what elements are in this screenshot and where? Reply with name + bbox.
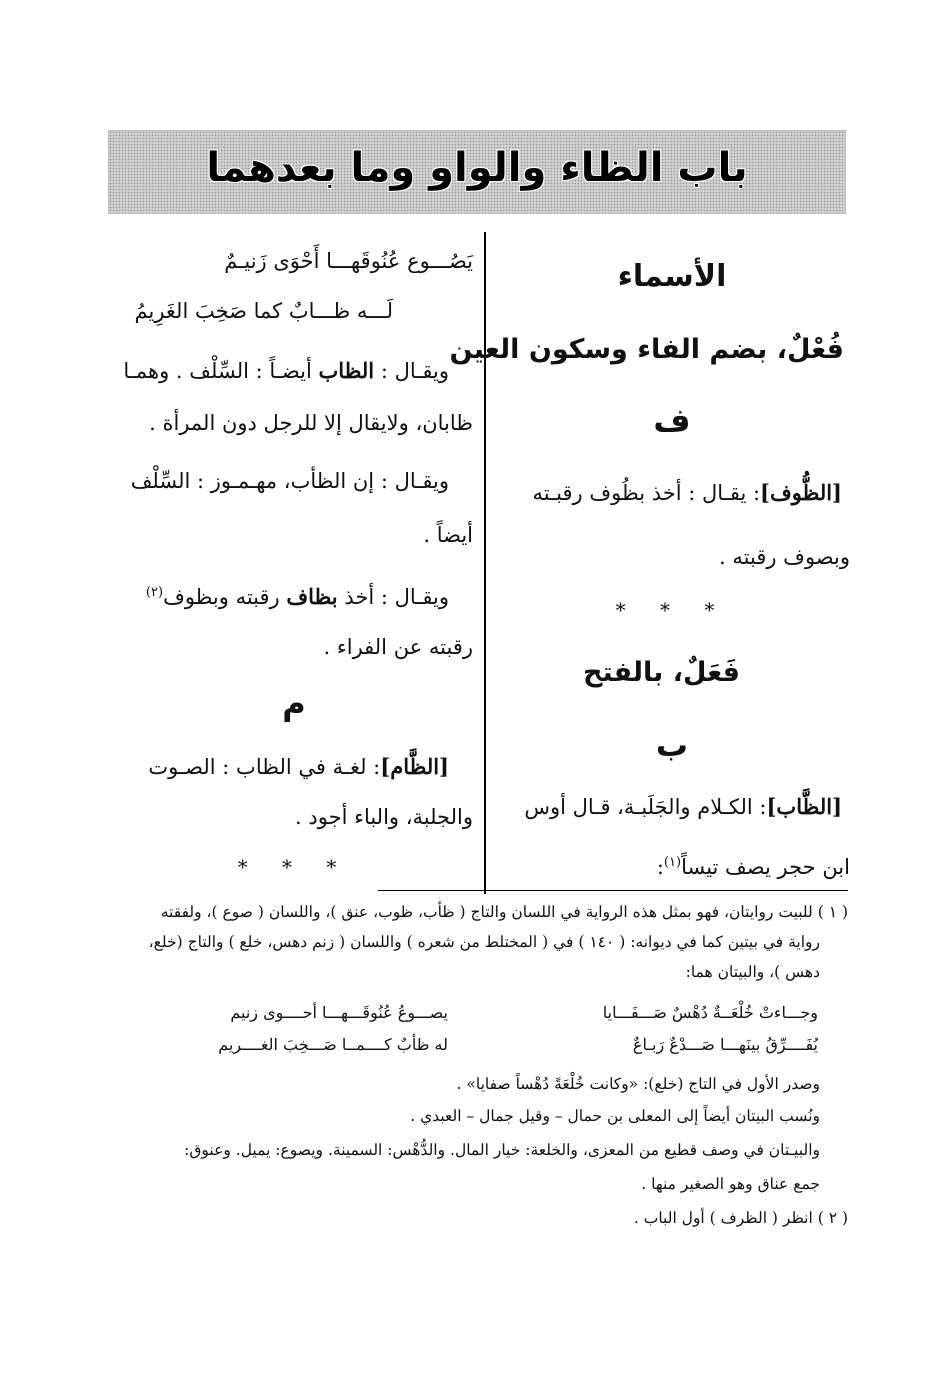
para3-line1 <box>115 578 449 612</box>
footnote-ref-2: (٢) <box>145 585 164 600</box>
column-divider <box>484 232 486 894</box>
footnote-poem-1a: وجـــاءتْ خُلْعَــةٌ دُهْسٌ صَـــفَـــايا <box>602 1003 818 1022</box>
entry-zaam-word: [الظَّام] <box>380 754 449 779</box>
entry-zaab-line1 <box>494 792 842 822</box>
entry-zaab-text: : الكـلام والجَلَبـة، قـال أوس <box>524 795 767 819</box>
para3-bold-word: بظاف <box>286 584 338 609</box>
entry-zaam-line1 <box>115 752 449 782</box>
footnote-1-line-4: وصدر الأول في التاج (خلع): «وكانت خُلْعَةً دُهْساً صفايا» . <box>456 1075 820 1093</box>
footnote-1-line-5: ونُسب البيتان أيضاً إلى المعلى بن حمال – وقيل جمال – العبدي . <box>410 1107 820 1125</box>
section-heading-fuul: فُعْلٌ، بضم الفاء وسكون العين <box>449 334 844 365</box>
verse-line-2: لَـــه ظـــابٌ كما صَخِبَ الغَرِيمُ <box>134 299 393 323</box>
para1-bold-word: الظاب <box>318 358 375 383</box>
footnote-poem-2a: يُفَــــرِّقُ بينَهـــا صَـــدْعٌ رَبـاعٌ <box>632 1035 818 1054</box>
footnote-poem-2b: له ظأبٌ كــــمــا صَـــخِبَ الغــــريم <box>218 1035 448 1054</box>
letter-mim: م <box>282 684 306 722</box>
footnote-ref-1: (١) <box>663 855 682 870</box>
entry-zaab-word: [الظَّاب] <box>766 794 842 819</box>
entry-zaab-colon: : <box>656 855 664 879</box>
footnote-2: ( ٢ ) انظر ( الظرف ) أول الباب . <box>633 1209 848 1227</box>
para3-text-b: رقبته وبظوف <box>163 585 280 609</box>
entry-zaab-text2: ابن حجر يصف تيساً <box>681 855 850 879</box>
footnote-1-line-3: دهس )، والبيتان هما: <box>685 963 820 981</box>
para3-line2: رقبته عن الفراء . <box>323 635 473 659</box>
footnote-separator <box>378 890 848 891</box>
entry-zuf-line1 <box>494 478 842 508</box>
footnote-1-line-1: ( ١ ) للبيت روايتان، فهو بمثل هذه الرواية في اللسان والتاج ( ظأب، ظوب، عنق )، واللسان ( صوع )، ولفقته <box>160 903 848 921</box>
footnote-1-line-7: جمع عناق وهو الصغير منها . <box>641 1175 820 1193</box>
para2-line2: أيضاً . <box>423 523 473 547</box>
entry-zaam-text: : لغـة في الظاب : الصـوت <box>148 755 381 779</box>
separator-stars-right: * * * <box>615 598 729 622</box>
para1-line2: ظابان، ولايقال إلا للرجل دون المرأة . <box>149 411 473 435</box>
entry-zuf-text: : يقـال : أخذ بظُوف رقبـته <box>532 481 761 505</box>
section-heading-faal: فَعَلٌ، بالفتح <box>582 657 740 688</box>
footnote-1-line-6: والبيـتان في وصف قطيع من المعزى، والخلعة: خيار المال. والدُّهْس: السمينة. ويصوع: يميل. وعنوق: <box>184 1141 820 1159</box>
para2-line1: ويقـال : إن الظأب، مهـمـوز : السِّلْف <box>130 469 449 493</box>
entry-zuf-line2: وبصوف رقبته . <box>719 545 850 569</box>
para1-line1 <box>115 356 449 386</box>
section-heading-names: الأسماء <box>617 259 727 294</box>
separator-stars-left: * * * <box>237 855 351 879</box>
footnote-1-line-2: رواية في بيتين كما في ديوانه: ( ١٤٠ ) في ( المختلط من شعره ) واللسان ( زنم دهس، خلع ) والتاج (خلع، <box>148 933 820 951</box>
chapter-title: باب الظاء والواو وما بعدهما <box>206 145 748 191</box>
para3-text-a: ويقـال : أخذ <box>344 585 449 609</box>
letter-ba: ب <box>655 726 689 764</box>
para1-text-a: ويقـال : <box>380 359 449 383</box>
entry-zaab-line2 <box>494 848 850 882</box>
entry-zuf-word: [الظُّوف] <box>760 480 842 505</box>
para1-text-b: أيضـاً : السِّلْف . وهمـا <box>123 359 312 383</box>
chapter-title-band <box>108 130 846 214</box>
verse-line-1: يَصُـــوع عُنُوقَهـــا أَحْوَى زَنيـمٌ <box>224 249 473 273</box>
footnote-poem-1b: يصـــوعُ عُنُوقَـــهـــا أحــــوى زنيم <box>230 1003 448 1022</box>
letter-fa: ف <box>653 401 691 439</box>
entry-zaam-line2: والجلبة، والباء أجود . <box>295 805 473 829</box>
